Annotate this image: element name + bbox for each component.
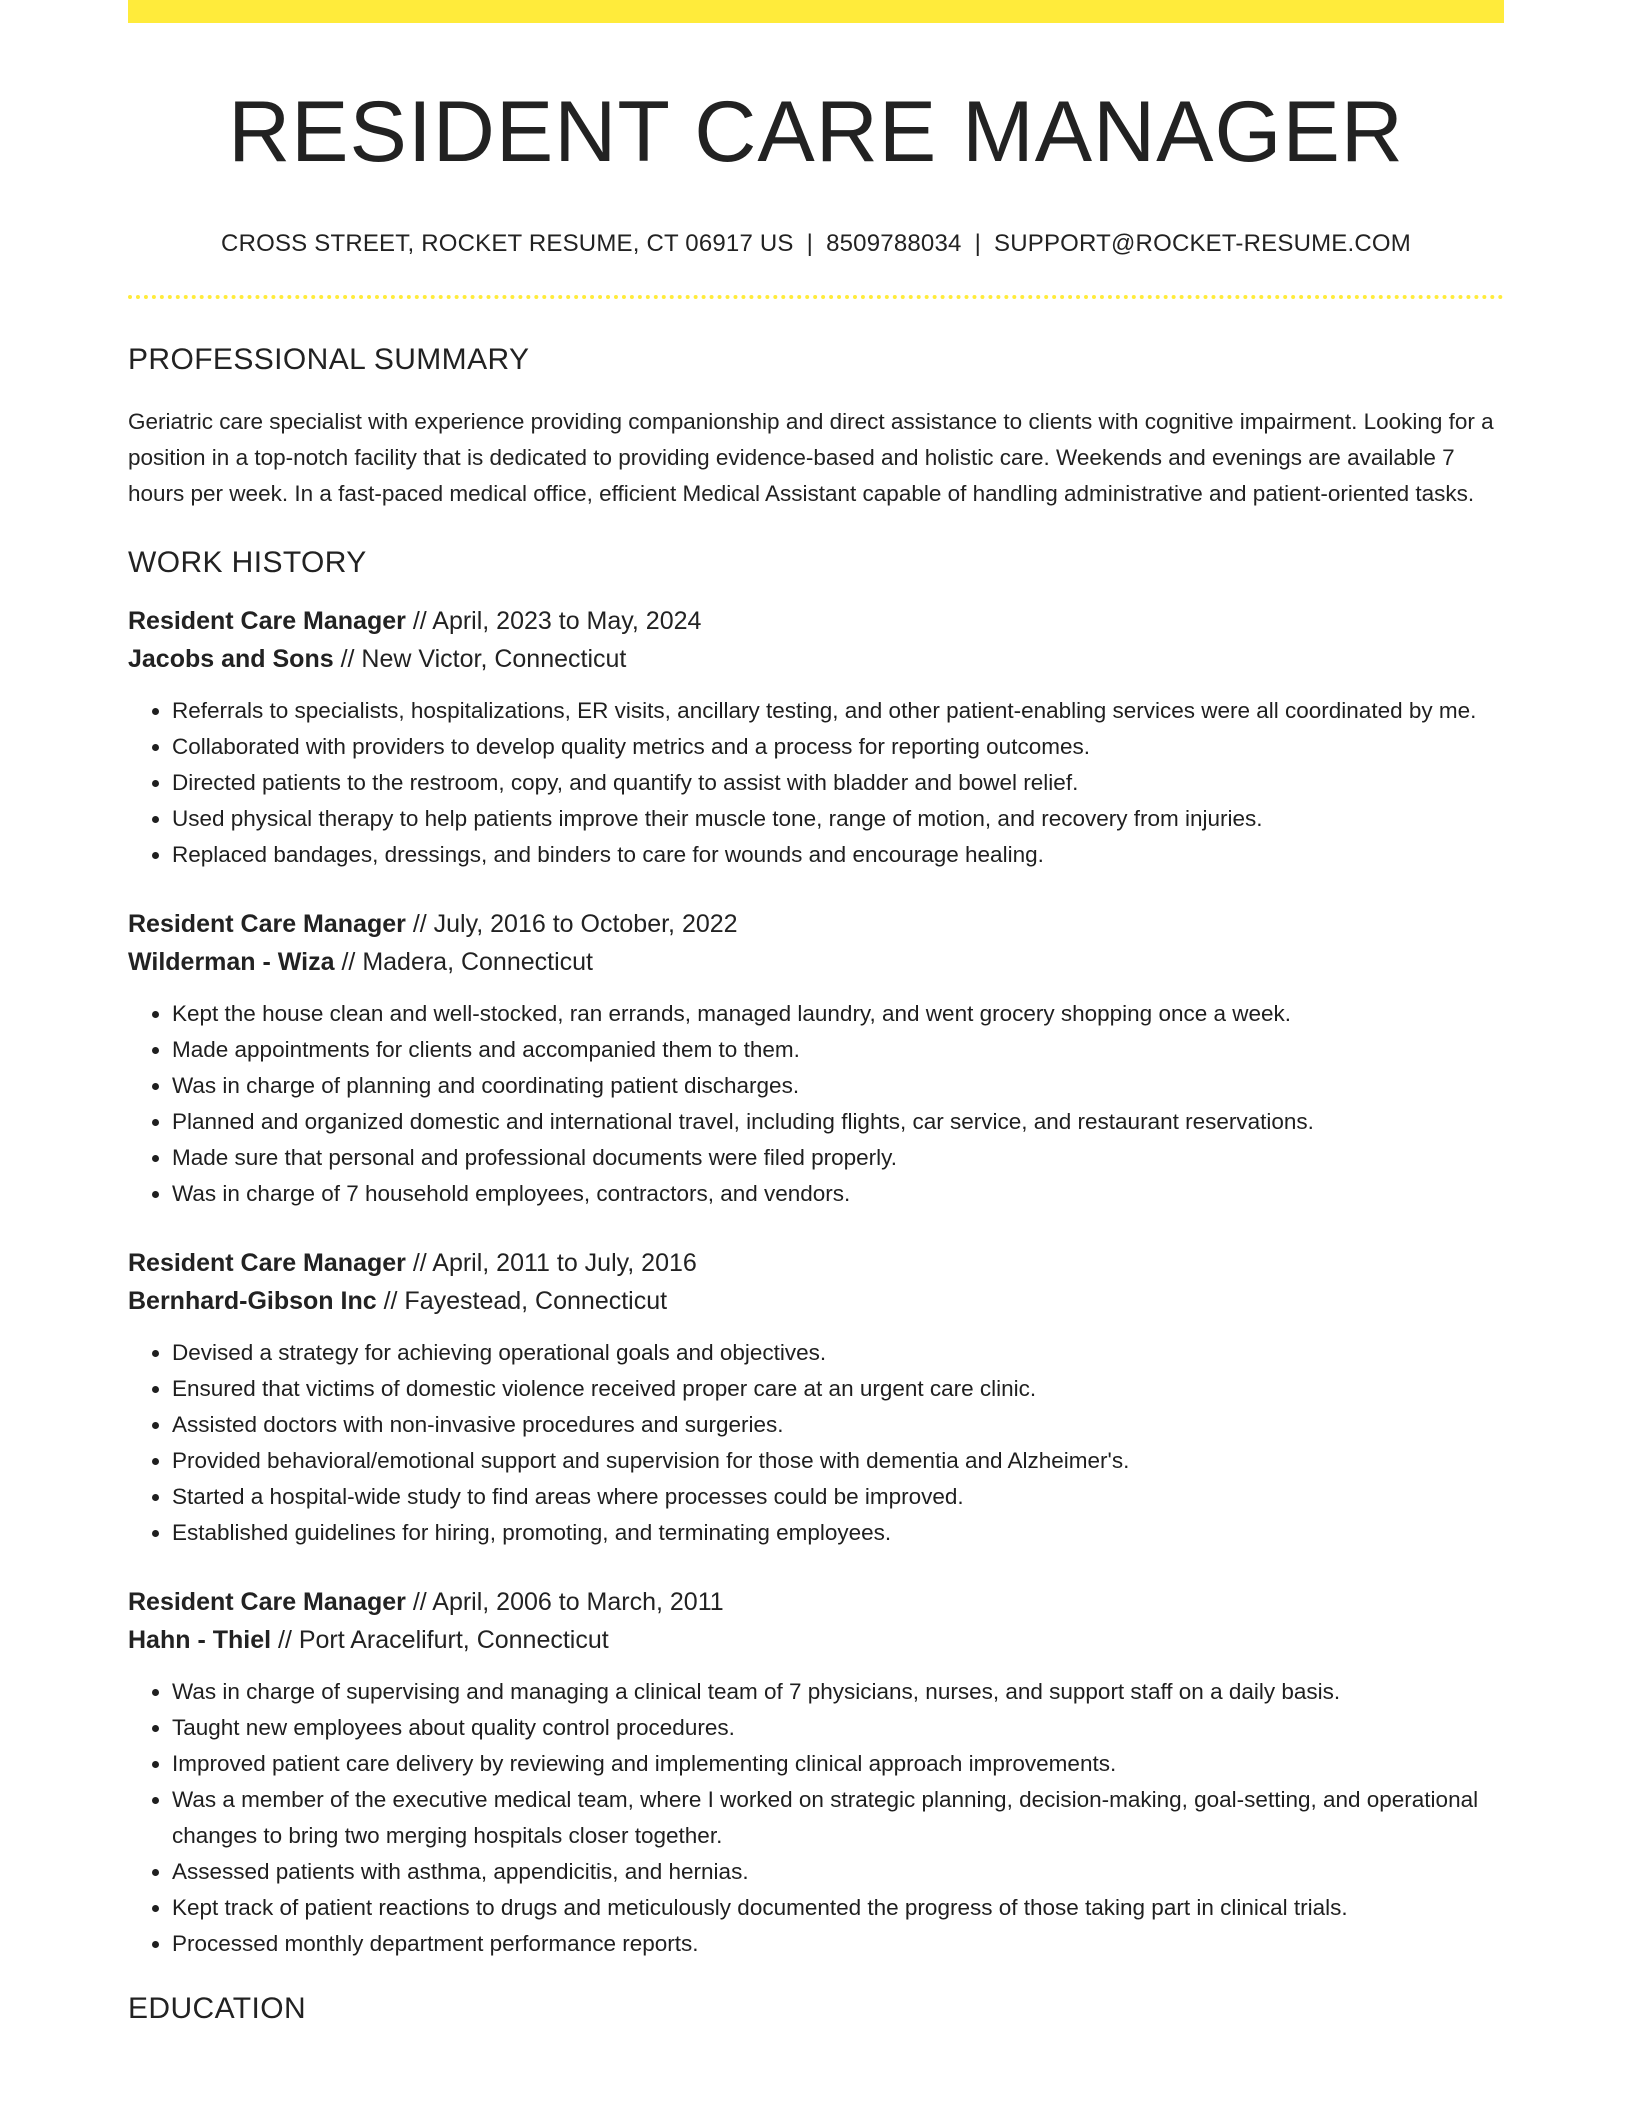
job-bullet: • Made sure that personal and professional documents were filed properly. — [172, 1140, 1504, 1176]
job-company: Bernhard-Gibson Inc — [128, 1286, 377, 1315]
job-company-line — [128, 1621, 1504, 1659]
job-bullet: • Made appointments for clients and accompanied them to them. — [172, 1032, 1504, 1068]
job-role-line — [128, 905, 1504, 943]
job-bullet: • Taught new employees about quality control procedures. — [172, 1710, 1504, 1746]
top-accent-bar — [128, 0, 1504, 23]
job-company-line — [128, 943, 1504, 981]
job-bullet-list — [128, 1335, 1504, 1551]
job-bullet: • Collaborated with providers to develop quality metrics and a process for reporting outcomes. — [172, 729, 1504, 765]
job-dates: // April, 2011 to July, 2016 — [405, 1248, 697, 1277]
job-bullet: • Established guidelines for hiring, promoting, and terminating employees. — [172, 1515, 1504, 1551]
job-bullet: • Was a member of the executive medical team, where I worked on strategic planning, decision-making, goal-setting, and operational changes to bring two merging hospitals closer together. — [172, 1782, 1504, 1854]
job-role: Resident Care Manager — [128, 1248, 406, 1277]
contact-address: CROSS STREET, ROCKET RESUME, CT 06917 US — [221, 229, 794, 257]
job-dates: // April, 2006 to March, 2011 — [405, 1587, 724, 1616]
job-bullet: • Was in charge of planning and coordinating patient discharges. — [172, 1068, 1504, 1104]
header-divider — [128, 295, 1504, 299]
job-bullet: • Replaced bandages, dressings, and binders to care for wounds and encourage healing. — [172, 837, 1504, 873]
job-bullet-list — [128, 1674, 1504, 1962]
job-bullet: • Was in charge of 7 household employees, contractors, and vendors. — [172, 1176, 1504, 1212]
job-bullet: • Ensured that victims of domestic violence received proper care at an urgent care clinic. — [172, 1371, 1504, 1407]
contact-separator: | — [974, 229, 981, 257]
job-bullet-list — [128, 693, 1504, 873]
job-location: // Fayestead, Connecticut — [376, 1286, 668, 1315]
section-title-summary: PROFESSIONAL SUMMARY — [128, 342, 530, 376]
job-entry — [128, 602, 1504, 873]
resume-page — [128, 0, 1504, 2026]
job-role-line — [128, 1244, 1504, 1282]
job-bullet: • Kept track of patient reactions to drugs and meticulously documented the progress of those taking part in clinical trials. — [172, 1890, 1504, 1926]
job-role: Resident Care Manager — [128, 606, 406, 635]
job-bullet: • Was in charge of supervising and managing a clinical team of 7 physicians, nurses, and support staff on a daily basis. — [172, 1674, 1504, 1710]
contact-separator: | — [806, 229, 814, 257]
contact-info — [128, 230, 1504, 258]
job-bullet: • Processed monthly department performance reports. — [172, 1926, 1504, 1962]
job-bullet: • Provided behavioral/emotional support and supervision for those with dementia and Alzheimer's. — [172, 1443, 1504, 1479]
job-entry — [128, 1583, 1504, 1962]
job-bullet-list — [128, 996, 1504, 1212]
job-company: Wilderman - Wiza — [128, 947, 335, 976]
job-company-line — [128, 640, 1504, 678]
job-bullet: • Planned and organized domestic and international travel, including flights, car service, and restaurant reservations. — [172, 1104, 1504, 1140]
job-bullet: • Referrals to specialists, hospitalizations, ER visits, ancillary testing, and other patient-enabling services were all coordinated by me. — [172, 693, 1504, 729]
job-company: Jacobs and Sons — [128, 644, 334, 673]
job-location: // Madera, Connecticut — [334, 947, 593, 976]
section-title-education: EDUCATION — [128, 1991, 307, 2025]
job-role: Resident Care Manager — [128, 1587, 406, 1616]
contact-phone: 8509788034 — [826, 229, 962, 257]
work-history-list — [128, 602, 1504, 1962]
job-company-line — [128, 1282, 1504, 1320]
section-title-work-history: WORK HISTORY — [128, 545, 367, 579]
summary-text: Geriatric care specialist with experience providing companionship and direct assistance to clients with cognitive impairment. Looking for a position in a top-notch facility that is dedicated to providing evidence-based and holistic care. Weekends and evenings are available 7 hours per week. In a fast-paced medical office, efficient Medical Assistant capable of handling administrative and patient-oriented tasks. — [128, 408, 1494, 506]
job-bullet: • Assisted doctors with non-invasive procedures and surgeries. — [172, 1407, 1504, 1443]
candidate-name: RESIDENT CARE MANAGER — [228, 84, 1404, 180]
job-dates: // July, 2016 to October, 2022 — [405, 909, 738, 938]
job-bullet: • Used physical therapy to help patients improve their muscle tone, range of motion, and recovery from injuries. — [172, 801, 1504, 837]
job-role-line — [128, 1583, 1504, 1621]
job-location: // Port Aracelifurt, Connecticut — [271, 1625, 609, 1654]
job-entry — [128, 905, 1504, 1212]
job-role: Resident Care Manager — [128, 909, 406, 938]
job-bullet: • Started a hospital-wide study to find areas where processes could be improved. — [172, 1479, 1504, 1515]
job-bullet: • Devised a strategy for achieving operational goals and objectives. — [172, 1335, 1504, 1371]
contact-email: SUPPORT@ROCKET-RESUME.COM — [994, 229, 1411, 257]
job-company: Hahn - Thiel — [128, 1625, 272, 1654]
job-entry — [128, 1244, 1504, 1551]
job-bullet: • Improved patient care delivery by reviewing and implementing clinical approach improvements. — [172, 1746, 1504, 1782]
job-role-line — [128, 602, 1504, 640]
job-location: // New Victor, Connecticut — [333, 644, 627, 673]
job-bullet: • Kept the house clean and well-stocked, ran errands, managed laundry, and went grocery shopping once a week. — [172, 996, 1504, 1032]
job-bullet: • Directed patients to the restroom, copy, and quantify to assist with bladder and bowel relief. — [172, 765, 1504, 801]
job-bullet: • Assessed patients with asthma, appendicitis, and hernias. — [172, 1854, 1504, 1890]
job-dates: // April, 2023 to May, 2024 — [405, 606, 702, 635]
